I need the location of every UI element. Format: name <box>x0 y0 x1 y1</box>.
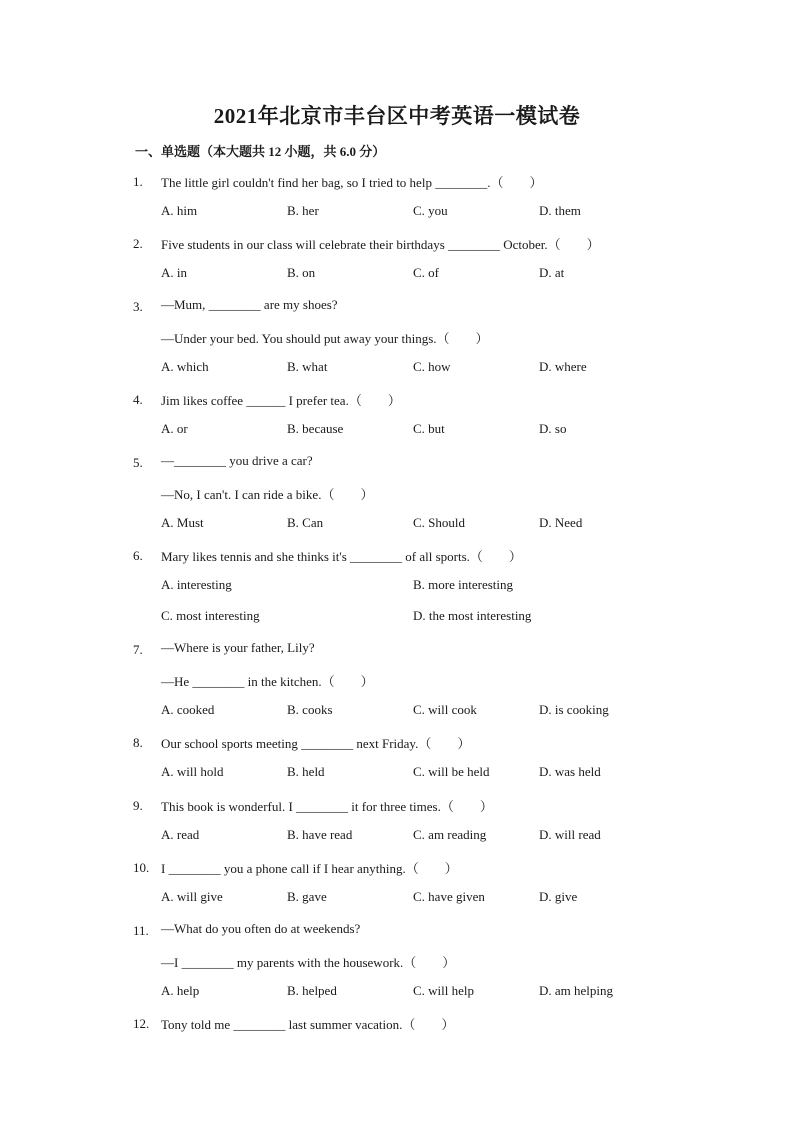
option-d: D. Need <box>539 515 583 530</box>
option-a: A. will give <box>161 889 223 904</box>
question-stem: Five students in our class will celebrate their birthdays ________ October.（ ） <box>161 237 600 252</box>
question-1 <box>0 172 794 192</box>
option-d: D. so <box>539 421 567 436</box>
question-8-options <box>0 764 794 784</box>
option-d: D. the most interesting <box>413 608 532 623</box>
question-line-1: —________ you drive a car? <box>161 453 313 468</box>
option-a: A. help <box>161 983 200 998</box>
question-3-line-2 <box>0 328 794 348</box>
page-title: 2021年北京市丰台区中考英语一模试卷 <box>213 104 581 128</box>
question-5 <box>0 453 794 473</box>
option-b: B. have read <box>287 827 353 842</box>
question-line-2: —No, I can't. I can ride a bike.（ ） <box>161 487 374 502</box>
question-4-options <box>0 421 794 441</box>
question-stem: Mary likes tennis and she thinks it's ________ of all sports.（ ） <box>161 549 522 564</box>
question-3 <box>0 297 794 317</box>
question-number: 11. <box>133 923 149 938</box>
option-b: B. Can <box>287 515 324 530</box>
question-number: 7. <box>133 642 143 657</box>
option-c: C. you <box>413 203 448 218</box>
question-number: 5. <box>133 455 143 470</box>
option-a: A. cooked <box>161 702 215 717</box>
option-b: B. because <box>287 421 344 436</box>
option-b: B. held <box>287 764 325 779</box>
question-number: 12. <box>133 1016 150 1031</box>
option-c: C. of <box>413 265 439 280</box>
option-d: D. will read <box>539 827 601 842</box>
option-b: B. on <box>287 265 316 280</box>
option-b: B. gave <box>287 889 327 904</box>
option-c: C. most interesting <box>161 608 260 623</box>
question-5-options <box>0 515 794 535</box>
question-2 <box>0 234 794 254</box>
question-number: 1. <box>133 174 143 189</box>
question-5-line-2 <box>0 484 794 504</box>
question-12 <box>0 1014 794 1034</box>
option-b: B. helped <box>287 983 337 998</box>
question-11-options <box>0 983 794 1003</box>
question-7-line-2 <box>0 671 794 691</box>
question-line-2: —Under your bed. You should put away your things.（ ） <box>161 331 489 346</box>
question-1-options <box>0 203 794 223</box>
question-10-options <box>0 889 794 909</box>
question-stem: This book is wonderful. I ________ it for three times.（ ） <box>161 799 493 814</box>
question-stem: Tony told me ________ last summer vacation.（ ） <box>161 1017 455 1032</box>
option-b: B. what <box>287 359 328 374</box>
question-line-2: —I ________ my parents with the housework.（ ） <box>161 955 456 970</box>
question-line-1: —What do you often do at weekends? <box>161 921 361 936</box>
option-c: C. will help <box>413 983 475 998</box>
option-a: A. in <box>161 265 187 280</box>
option-d: D. at <box>539 265 565 280</box>
option-d: D. is cooking <box>539 702 609 717</box>
option-a: A. Must <box>161 515 204 530</box>
option-b: B. cooks <box>287 702 333 717</box>
option-c: C. will be held <box>413 764 490 779</box>
question-2-options <box>0 265 794 285</box>
option-a: A. or <box>161 421 188 436</box>
option-c: C. but <box>413 421 445 436</box>
option-d: D. where <box>539 359 587 374</box>
question-stem: Our school sports meeting ________ next Friday.（ ） <box>161 736 471 751</box>
question-number: 2. <box>133 236 143 251</box>
question-line-2: —He ________ in the kitchen.（ ） <box>161 674 374 689</box>
question-number: 10. <box>133 860 150 875</box>
question-7 <box>0 640 794 660</box>
option-a: A. which <box>161 359 209 374</box>
option-a: A. read <box>161 827 200 842</box>
option-c: C. have given <box>413 889 485 904</box>
question-number: 9. <box>133 798 143 813</box>
question-4 <box>0 390 794 410</box>
question-stem: Jim likes coffee ______ I prefer tea.（ ） <box>161 393 401 408</box>
option-c: C. how <box>413 359 451 374</box>
question-number: 3. <box>133 299 143 314</box>
question-6-options-row-1 <box>0 577 794 597</box>
question-stem: I ________ you a phone call if I hear anything.（ ） <box>161 861 458 876</box>
question-number: 8. <box>133 735 143 750</box>
question-11-line-2 <box>0 952 794 972</box>
question-line-1: —Where is your father, Lily? <box>161 640 315 655</box>
question-10 <box>0 858 794 878</box>
question-11 <box>0 921 794 941</box>
option-c: C. Should <box>413 515 466 530</box>
question-6-options-row-2 <box>0 608 794 628</box>
option-a: A. him <box>161 203 198 218</box>
option-c: C. will cook <box>413 702 477 717</box>
option-a: A. interesting <box>161 577 232 592</box>
option-b: B. her <box>287 203 319 218</box>
question-6 <box>0 546 794 566</box>
option-a: A. will hold <box>161 764 224 779</box>
option-d: D. them <box>539 203 581 218</box>
question-7-options <box>0 702 794 722</box>
question-number: 6. <box>133 548 143 563</box>
option-b: B. more interesting <box>413 577 514 592</box>
question-8 <box>0 733 794 753</box>
question-line-1: —Mum, ________ are my shoes? <box>161 297 338 312</box>
option-d: D. am helping <box>539 983 614 998</box>
option-d: D. was held <box>539 764 601 779</box>
option-d: D. give <box>539 889 578 904</box>
question-9 <box>0 796 794 816</box>
question-number: 4. <box>133 392 143 407</box>
question-stem: The little girl couldn't find her bag, so I tried to help ________.（ ） <box>161 175 543 190</box>
question-3-options <box>0 359 794 379</box>
option-c: C. am reading <box>413 827 487 842</box>
question-9-options <box>0 827 794 847</box>
section-heading: 一、单选题（本大题共 12 小题，共 6.0 分） <box>135 144 386 159</box>
